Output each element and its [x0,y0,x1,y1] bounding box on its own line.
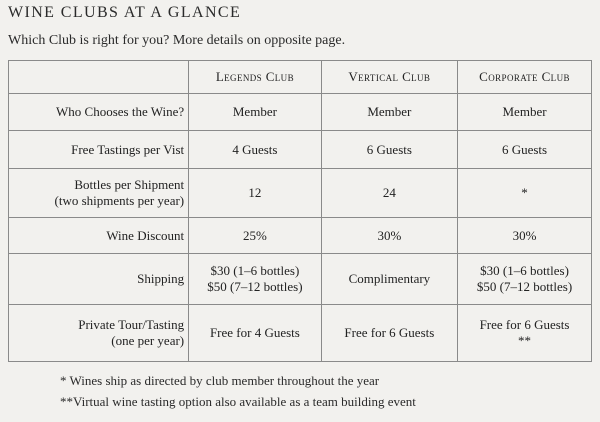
row-label-text: Who Chooses the Wine? [56,104,185,119]
cell-value [458,305,592,362]
cell-value [458,169,592,218]
table-header-row [9,61,592,94]
wine-club-comparison-table [8,60,592,362]
cell-text: Complimentary [348,271,431,286]
cell-value [458,254,592,305]
row-label-text: Free Tastings per Vist [71,141,185,157]
row-label [9,94,189,131]
cell-value [321,254,457,305]
row-label [9,131,189,169]
cell-text: 30% [377,227,402,243]
footnote-2: **Virtual wine tasting option also available as a team building event [60,394,416,409]
cell-text: $30 (1–6 bottles) [480,263,569,278]
cell-value [189,94,322,131]
cell-value [189,305,322,362]
cell-text: 4 Guests [232,141,278,157]
row-label-subtext: (two shipments per year) [54,193,185,208]
row-label [9,218,189,254]
cell-text: Member [502,104,547,119]
footnote-1: * Wines ship as directed by club member throughout the year [60,373,380,388]
cell-text: $50 (7–12 bottles) [207,279,303,294]
cell-value [321,218,457,254]
page-subtitle: Which Club is right for you? More details on opposite page. [8,33,346,48]
table-row [9,94,592,131]
column-header-legends: Legends Club [189,61,322,94]
row-label-text: Wine Discount [106,227,185,243]
row-label-subtext: (one per year) [111,333,185,348]
cell-value [189,218,322,254]
cell-value [321,169,457,218]
column-header-corporate: Corporate Club [458,61,592,94]
cell-value [321,305,457,362]
cell-text: 6 Guests [501,141,548,157]
cell-text: 30% [512,227,537,243]
cell-text: Free for 6 Guests [479,317,570,332]
cell-value [189,131,322,169]
cell-text: Member [232,104,277,119]
cell-value [458,218,592,254]
cell-text: 6 Guests [366,141,412,157]
row-label-text: Bottles per Shipment [74,177,185,192]
row-label-text: Private Tour/Tasting [78,317,185,332]
cell-text: * [521,185,528,200]
table-row [9,131,592,169]
row-label [9,305,189,362]
row-label-text: Shipping [137,271,185,286]
page-title: WINE CLUBS AT A GLANCE [8,4,242,21]
cell-text: $50 (7–12 bottles) [476,279,573,294]
table-row [9,169,592,218]
cell-value [321,94,457,131]
table-row [9,218,592,254]
cell-text: Free for 6 Guests [344,325,435,340]
cell-text: 12 [248,185,262,200]
cell-value [458,131,592,169]
cell-value [321,131,457,169]
cell-text: Free for 4 Guests [209,325,300,340]
cell-text: 25% [242,227,267,243]
table-row [9,254,592,305]
footnotes [60,370,416,412]
table-row [9,305,592,362]
table-corner-cell [9,61,189,94]
cell-footnote-marker: ** [518,333,532,348]
column-header-vertical: Vertical Club [321,61,457,94]
row-label [9,169,189,218]
row-label [9,254,189,305]
cell-text: 24 [382,185,396,200]
cell-text: Member [367,104,412,119]
cell-value [189,169,322,218]
cell-value [189,254,322,305]
cell-text: $30 (1–6 bottles) [210,263,300,278]
cell-value [458,94,592,131]
